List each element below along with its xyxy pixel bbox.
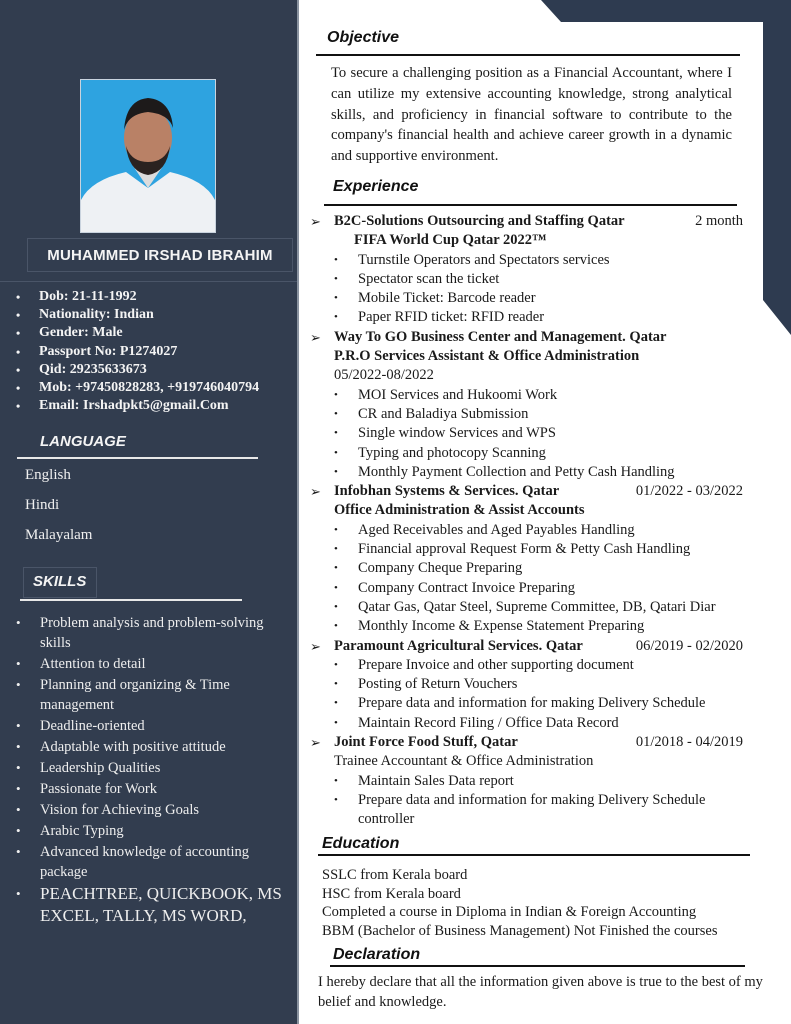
info-gender: • Gender: Male bbox=[16, 324, 297, 342]
skill-item: • Vision for Achieving Goals bbox=[16, 800, 291, 820]
language-item: Hindi bbox=[25, 497, 60, 513]
duty-item: • Company Cheque Preparing bbox=[334, 559, 745, 578]
job-duties bbox=[310, 251, 745, 328]
job-company: Way To GO Business Center and Management. Qatar bbox=[334, 328, 667, 345]
duty-item: • Prepare Invoice and other supporting document bbox=[334, 656, 745, 675]
language-item: English bbox=[25, 467, 71, 483]
job-heading bbox=[310, 733, 745, 752]
personal-info-box bbox=[0, 281, 297, 418]
declaration-heading: Declaration bbox=[333, 946, 421, 963]
objective-divider bbox=[316, 54, 740, 56]
duty-item: • Single window Services and WPS bbox=[334, 424, 745, 443]
skill-item: • Deadline-oriented bbox=[16, 716, 291, 736]
job-heading bbox=[310, 637, 745, 656]
job-duties bbox=[310, 386, 745, 482]
duty-item: • Aged Receivables and Aged Payables Handling bbox=[334, 521, 745, 540]
duty-item: • Financial approval Request Form & Petty Cash Handling bbox=[334, 540, 745, 559]
language-heading: LANGUAGE bbox=[40, 433, 126, 450]
duty-item: • Prepare data and information for making Delivery Schedule controller bbox=[334, 791, 745, 830]
arrow-bullet-icon: ➢ bbox=[310, 329, 321, 345]
duty-item: • Qatar Gas, Qatar Steel, Supreme Committee, DB, Qatari Diar bbox=[334, 598, 745, 617]
experience-divider bbox=[324, 204, 737, 206]
skills-heading: SKILLS bbox=[33, 573, 87, 590]
duty-item: • Monthly Payment Collection and Petty Cash Handling bbox=[334, 463, 745, 482]
job-date: 01/2022 - 03/2022 bbox=[635, 483, 743, 500]
duty-item: • Prepare data and information for making Delivery Schedule bbox=[334, 694, 745, 713]
candidate-name: MUHAMMED IRSHAD IBRAHIM bbox=[27, 238, 293, 272]
education-list bbox=[322, 866, 717, 940]
duty-item: • Maintain Sales Data report bbox=[334, 772, 745, 791]
declaration-text: I hereby declare that all the information given above is true to the best of my belief and knowledge. bbox=[318, 974, 763, 1010]
duty-item: • Mobile Ticket: Barcode reader bbox=[334, 289, 745, 308]
education-item: Completed a course in Diploma in Indian & Foreign Accounting bbox=[322, 904, 697, 921]
duty-item: • Company Contract Invoice Preparing bbox=[334, 579, 745, 598]
skills-list bbox=[16, 613, 291, 928]
duty-item: • MOI Services and Hukoomi Work bbox=[334, 386, 745, 405]
skills-divider bbox=[20, 599, 242, 601]
info-email[interactable]: • Email: Irshadpkt5@gmail.Com bbox=[16, 397, 297, 415]
skill-item: • Advanced knowledge of accounting package bbox=[16, 842, 291, 882]
info-dob: • Dob: 21-11-1992 bbox=[16, 288, 297, 306]
education-item: SSLC from Kerala board bbox=[322, 867, 468, 883]
arrow-bullet-icon: ➢ bbox=[310, 638, 321, 654]
job-heading bbox=[310, 212, 745, 231]
education-heading: Education bbox=[322, 835, 400, 852]
job-duties bbox=[310, 656, 745, 733]
skill-item: • Arabic Typing bbox=[16, 821, 291, 841]
job-duties bbox=[310, 772, 745, 830]
job-company: Infobhan Systems & Services. Qatar bbox=[334, 483, 560, 500]
info-qid: • Qid: 29235633673 bbox=[16, 361, 297, 379]
education-item: HSC from Kerala board bbox=[322, 885, 461, 902]
skill-item: • Leadership Qualities bbox=[16, 758, 291, 778]
info-mobile: • Mob: +97450828283, +919746040794 bbox=[16, 379, 297, 397]
experience-heading: Experience bbox=[333, 178, 419, 195]
arrow-bullet-icon: ➢ bbox=[310, 735, 321, 751]
experience-list bbox=[310, 212, 745, 830]
education-item: BBM (Bachelor of Business Management) Not Finished the courses bbox=[322, 922, 718, 939]
skill-item: • Passionate for Work bbox=[16, 779, 291, 799]
skill-item: • Attention to detail bbox=[16, 654, 291, 674]
job-period: 05/2022-08/2022 bbox=[334, 367, 434, 384]
job-subtitle: Office Administration & Assist Accounts bbox=[334, 502, 585, 519]
language-divider bbox=[17, 457, 258, 459]
objective-heading: Objective bbox=[327, 29, 400, 46]
arrow-bullet-icon: ➢ bbox=[310, 214, 321, 229]
arrow-bullet-icon: ➢ bbox=[310, 484, 321, 500]
declaration-divider bbox=[330, 965, 745, 967]
job-date: 2 month bbox=[695, 213, 743, 229]
job-date: 01/2018 - 04/2019 bbox=[635, 734, 743, 751]
duty-item: • CR and Baladiya Submission bbox=[334, 405, 745, 424]
person-portrait-icon bbox=[81, 80, 215, 232]
duty-item: • Turnstile Operators and Spectators services bbox=[334, 251, 745, 270]
skill-item: • Planning and organizing & Time management bbox=[16, 675, 291, 715]
info-passport: • Passport No: P1274027 bbox=[16, 343, 297, 361]
job-heading bbox=[310, 328, 745, 347]
education-divider bbox=[318, 854, 750, 856]
duty-item: • Monthly Income & Expense Statement Preparing bbox=[334, 617, 745, 636]
duty-item: • Maintain Record Filing / Office Data Record bbox=[334, 714, 745, 733]
job-subtitle: FIFA World Cup Qatar 2022™ bbox=[354, 232, 547, 249]
duty-item: • Spectator scan the ticket bbox=[334, 270, 745, 289]
duty-item: • Typing and photocopy Scanning bbox=[334, 444, 745, 463]
duty-item: • Paper RFID ticket: RFID reader bbox=[334, 308, 745, 327]
skill-item: • PEACHTREE, QUICKBOOK, MS EXCEL, TALLY, MS WORD, bbox=[16, 883, 291, 927]
skill-item: • Problem analysis and problem-solving skills bbox=[16, 613, 291, 653]
job-subtitle: P.R.O Services Assistant & Office Administration bbox=[334, 348, 640, 365]
profile-photo bbox=[80, 79, 216, 233]
sidebar bbox=[0, 0, 299, 1024]
main-content bbox=[300, 0, 791, 1024]
job-company: Joint Force Food Stuff, Qatar bbox=[334, 734, 518, 751]
personal-info-list bbox=[0, 282, 297, 415]
info-nationality: • Nationality: Indian bbox=[16, 306, 297, 324]
language-item: Malayalam bbox=[25, 527, 93, 543]
objective-text: To secure a challenging position as a Financial Accountant, where I can utilize my extensive accounting knowledge, strong analytical skills, and proficiency in financial software to contribute to the company's financial health and achieve career growth in a dynamic and supportive environment. bbox=[331, 65, 732, 165]
job-role: Trainee Accountant & Office Administration bbox=[334, 753, 594, 770]
duty-item: • Posting of Return Vouchers bbox=[334, 675, 745, 694]
job-company: Paramount Agricultural Services. Qatar bbox=[334, 637, 583, 654]
job-date: 06/2019 - 02/2020 bbox=[635, 637, 743, 654]
job-heading bbox=[310, 482, 745, 501]
job-company: B2C-Solutions Outsourcing and Staffing Qatar bbox=[334, 213, 625, 229]
job-duties bbox=[310, 521, 745, 637]
skill-item: • Adaptable with positive attitude bbox=[16, 737, 291, 757]
